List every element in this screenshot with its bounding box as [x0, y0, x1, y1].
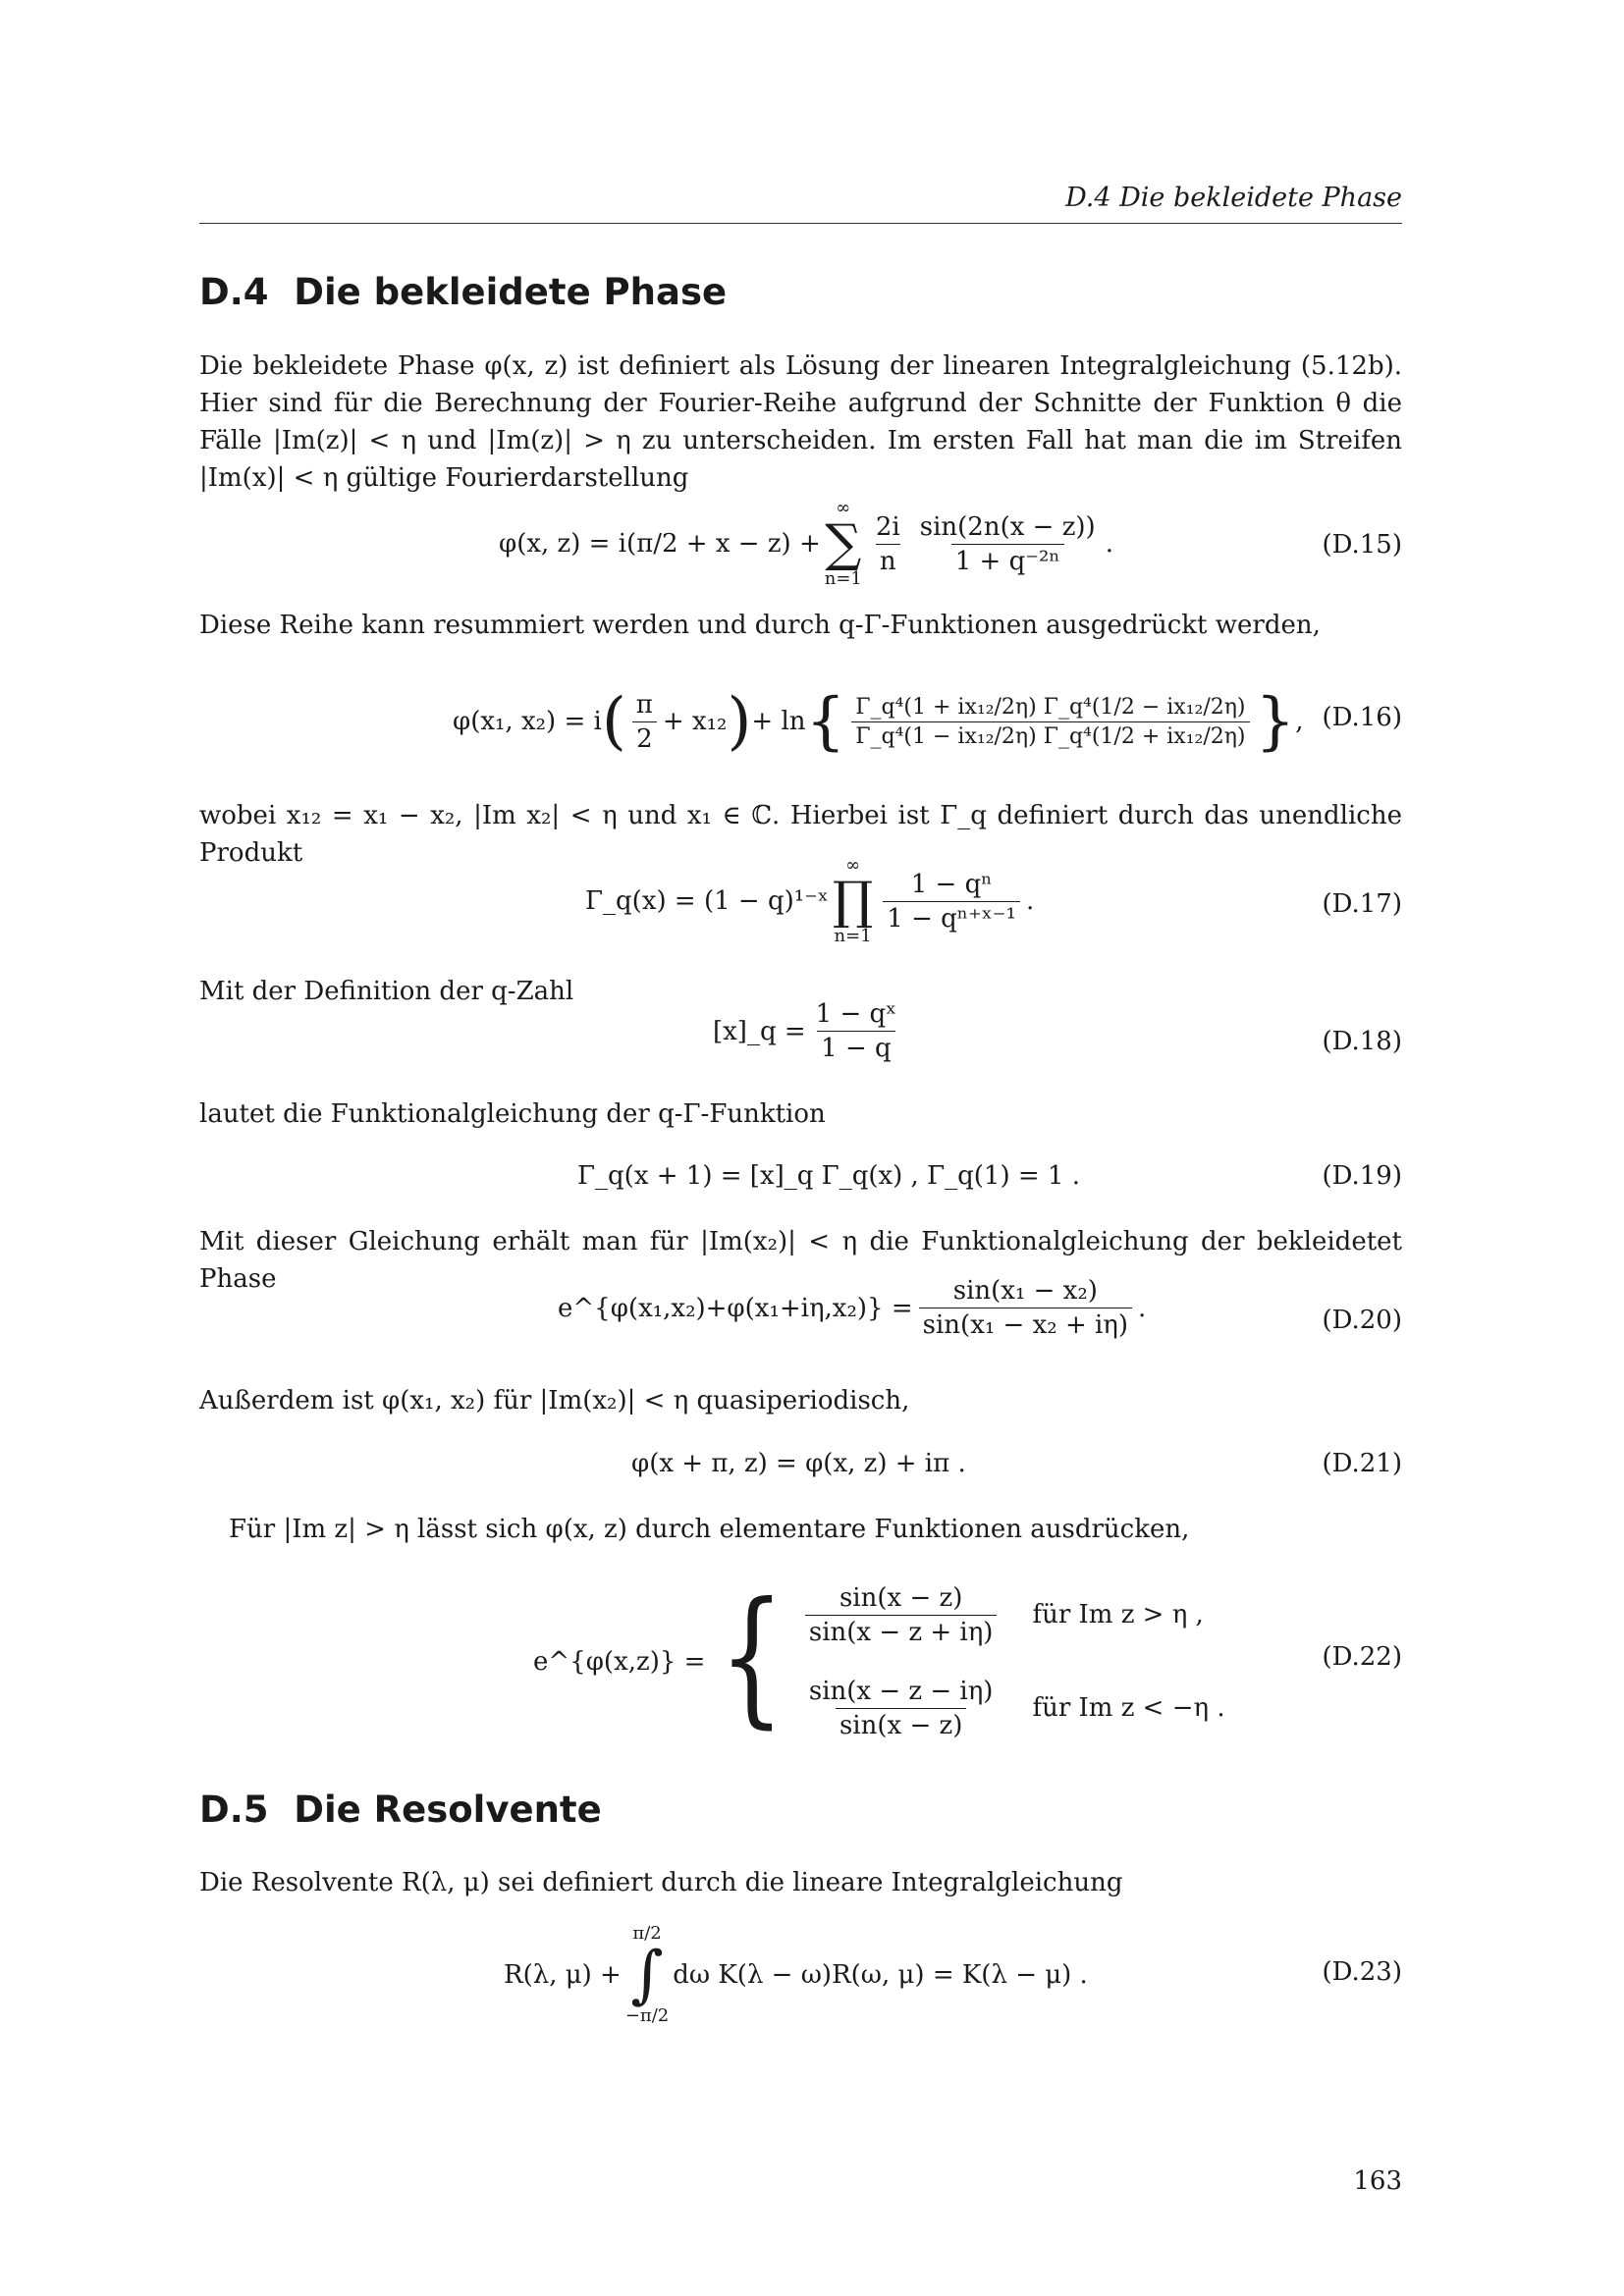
integral-lower: −π/2	[624, 2005, 670, 2026]
equation-number: (D.21)	[1322, 1449, 1402, 1478]
equation-d18	[199, 999, 1402, 1088]
eq-lhs: Γ_q(x) = (1 − q)¹⁻ˣ	[585, 886, 829, 916]
paragraph-mitdieser: Mit dieser Gleichung erhält man für |Im(x₂)| < η die Funktionalgleichung der bekleidetet Phase	[199, 1227, 1402, 1294]
paragraph-qzahl: Mit der Definition der q-Zahl	[199, 977, 574, 1006]
cases-block: { $\frac{\sin(x - z)}{\sin(x - z + i\eta)}$ für Im z > η , $\frac{\sin(x - z - i\eta)}{\sin(x - z)}$ für Im z < −η .	[719, 1571, 1225, 1742]
case-row	[799, 1677, 1225, 1740]
fraction: $\frac{\text{1 − qⁿ}}{\text{1 − qⁿ⁺ˣ⁻¹}}$	[883, 870, 1020, 934]
eq-rhs: dω K(λ − ω)R(ω, μ) = K(λ − μ) .	[673, 1960, 1088, 1990]
eq-lhs: φ(x₁, x₂) = i	[453, 707, 602, 736]
equation-number: (D.18)	[1322, 1027, 1402, 1056]
section-title-d5	[199, 1789, 602, 1831]
fraction: $\frac{\text{sin(x₁ − x₂)}}{\text{sin(x₁ − x₂ + iη)}}$	[919, 1276, 1132, 1340]
eq-lhs: φ(x, z) = i(π/2 + x − z) +	[499, 529, 821, 559]
product-operator: ∞ ∏ n=1	[832, 855, 874, 946]
eq-term: + x₁₂	[662, 707, 728, 736]
product-lower: n=1	[834, 926, 872, 946]
eq-body: Γ_q(x + 1) = [x]_q Γ_q(x) , Γ_q(1) = 1 .	[577, 1161, 1080, 1191]
paragraph-ausserdem: Außerdem ist φ(x₁, x₂) für |Im(x₂)| < η quasiperiodisch,	[199, 1386, 910, 1415]
equation-d16: φ(x₁, x₂) = i ( $\frac{\pi}{2}$ + x₁₂ ) + ln { $\frac{\text{Γ\_q⁴(1 + ix₁₂/2η) Γ\_q⁴(1/2 − ix₁₂/2η)}}{\text{Γ\_q⁴(1 − ix₁₂/2η) Γ\_q⁴(1/2 + ix₁₂/2η)}}$ } , (D.16)	[453, 685, 1402, 758]
equation-d19	[199, 1161, 1402, 1201]
equation-d17	[199, 856, 1402, 954]
integral-upper: π/2	[632, 1923, 662, 1944]
section-heading: Die bekleidete Phase	[294, 271, 728, 313]
fraction: $\frac{\sin(x - z)}{\sin(x - z + i\eta)}$	[805, 1583, 998, 1647]
fraction: $\frac{\sin(2n(x - z))}{\text{1 + q⁻²ⁿ}}$	[919, 511, 1096, 576]
eq-lhs: e^{φ(x,z)} =	[533, 1646, 706, 1677]
sum-operator: ∞ ∑ n=1	[824, 498, 862, 589]
paragraph-wobei: wobei x₁₂ = x₁ − x₂, |Im x₂| < η und x₁ ∈ ℂ. Hierbei ist Γ_q definiert durch das unendliche Produkt	[199, 801, 1402, 868]
equation-number: (D.17)	[1322, 889, 1402, 919]
eq-punct: .	[1025, 886, 1035, 916]
eq-lhs: e^{φ(x₁,x₂)+φ(x₁+iη,x₂)} =	[558, 1293, 913, 1323]
paragraph-intro: Die bekleidete Phase φ(x, z) ist definiert als Lösung der linearen Integralgleichung (5.12b). Hier sind für die Berechnung der Fourier-Reihe aufgrund der Schnitte der Funktion θ die Fälle |Im(z)| < η und |Im(z)| > η zu unterscheiden. Im ersten Fall hat man die im Streifen |Im(x)| < η gültige Fourierdarstellung	[199, 351, 1402, 493]
section-number: D.4	[199, 271, 269, 313]
eq-lhs: R(λ, μ) +	[504, 1960, 622, 1990]
case-condition: für Im z > η ,	[1032, 1600, 1204, 1629]
equation-number: (D.23)	[1322, 1957, 1402, 1987]
eq-punct: .	[1138, 1293, 1147, 1323]
equation-d22	[199, 1566, 1402, 1757]
eq-lhs: [x]_q =	[713, 1016, 806, 1046]
equation-d15	[199, 499, 1402, 597]
fraction: $\frac{\text{Γ\_q⁴(1 + ix₁₂/2η) Γ\_q⁴(1/2 − ix₁₂/2η)}}{\text{Γ\_q⁴(1 − ix₁₂/2η) Γ\_q⁴(1/2 + ix₁₂/2η)}}$	[851, 695, 1249, 749]
case-condition: für Im z < −η .	[1032, 1693, 1225, 1723]
paragraph-fuer: Für |Im z| > η lässt sich φ(x, z) durch elementare Funktionen ausdrücken,	[229, 1515, 1190, 1544]
paragraph-resum: Diese Reihe kann resummiert werden und durch q-Γ-Funktionen ausgedrückt werden,	[199, 611, 1321, 640]
integral-operator: π/2 ∫ −π/2	[624, 1923, 670, 2026]
eq-term: + ln	[751, 707, 806, 736]
sum-lower: n=1	[824, 568, 862, 589]
eq-punct: ,	[1295, 707, 1304, 736]
equation-d21	[199, 1449, 1402, 1488]
page-number: 163	[1353, 2166, 1402, 2196]
eq-punct: .	[1105, 529, 1113, 559]
section-title-d4	[199, 271, 727, 313]
product-upper: ∞	[845, 855, 861, 876]
sum-upper: ∞	[836, 498, 851, 518]
header-rule	[199, 223, 1402, 224]
running-head: D.4 Die bekleidete Phase	[1065, 183, 1402, 213]
section-heading: Die Resolvente	[294, 1789, 602, 1831]
equation-number: (D.19)	[1322, 1161, 1402, 1191]
fraction: $\frac{\sin(x - z - i\eta)}{\sin(x - z)}$	[808, 1676, 994, 1740]
paragraph-lautet: lautet die Funktionalgleichung der q-Γ-Funktion	[199, 1099, 826, 1129]
equation-number: (D.20)	[1322, 1306, 1402, 1335]
equation-number: (D.22)	[1322, 1642, 1402, 1672]
paragraph-resolvente: Die Resolvente R(λ, μ) sei definiert durch die lineare Integralgleichung	[199, 1868, 1123, 1897]
equation-number: (D.15)	[1322, 530, 1402, 560]
equation-d23	[199, 1923, 1402, 2026]
fraction: $\frac{\text{1 − qˣ}}{1 - q}$	[815, 999, 897, 1063]
fraction: $\frac{\pi}{2}$	[632, 690, 657, 754]
case-row	[799, 1583, 1225, 1647]
equation-number: (D.16)	[1322, 703, 1402, 732]
eq-body: φ(x + π, z) = φ(x, z) + iπ .	[631, 1449, 966, 1478]
section-number: D.5	[199, 1789, 269, 1831]
fraction: $\frac{2i}{n}$	[875, 511, 900, 576]
equation-d20	[199, 1276, 1402, 1364]
